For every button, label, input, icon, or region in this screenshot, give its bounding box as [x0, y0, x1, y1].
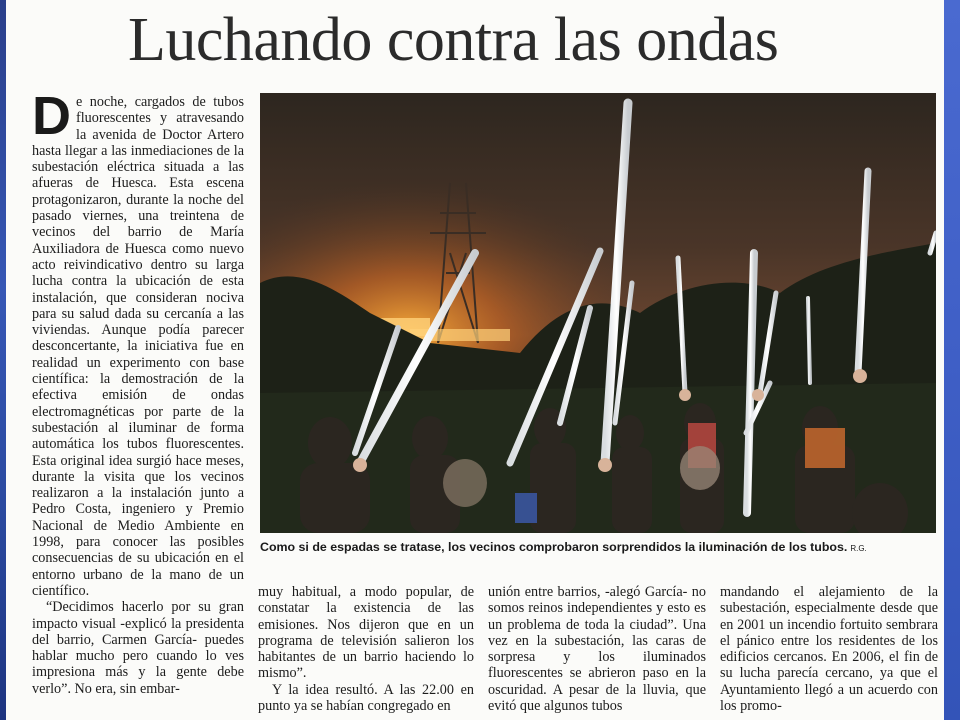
scan-edge-left [0, 0, 6, 720]
drop-cap: D [32, 94, 71, 146]
article-column-4 [720, 584, 938, 720]
scan-edge-right [944, 0, 960, 720]
article-photo [260, 93, 936, 533]
paragraph-1 [32, 94, 244, 599]
photo-caption [260, 538, 936, 556]
article-column-2 [258, 584, 474, 720]
col2-paragraph-2: Y la idea resultó. A las 22.00 en punto ya se habían congregado en [258, 681, 474, 715]
photo-credit: R.G. [850, 544, 867, 553]
col3-paragraph-1: unión entre barrios, -alegó García- no somos reinos independientes y esto es un problema de toda la ciudad”. Una vez en la subestación, las caras de sorpresa y los iluminados fluorescentes se abrieron paso en la oscuridad. A pesar de la lluvia, que evitó que algunos tubos [488, 584, 706, 715]
headline: Luchando contra las ondas [128, 6, 779, 74]
caption-text: Como si de espadas se tratase, los vecinos comprobaron sorprendidos la iluminación de los tubos. [260, 540, 848, 554]
article-column-3 [488, 584, 706, 720]
article-column-1 [32, 94, 244, 720]
paragraph-2: “Decidimos hacerlo por su gran impacto visual -explicó la presidenta del barrio, Carmen García- puedes hablar mucho pero cuando lo ves impresiona más y la gente debe verlo”. No era, sin embar- [32, 599, 244, 697]
col2-paragraph-1: muy habitual, a modo popular, de constatar la existencia de las emisiones. Nos dijeron que en un programa de televisión salieron los habitantes de un barrio haciendo lo mismo”. [258, 584, 474, 682]
paragraph-1-text: e noche, cargados de tubos fluorescentes y atravesando la avenida de Doctor Artero hasta llegar a las inmediaciones de la subestación eléctrica situada a las afueras de Huesca. Esta escena protagonizaron, durante la noche del pasado viernes, una treintena de vecinos del barrio de María Auxiliadora de Huesca como nuevo acto reivindicativo dentro su larga lucha contra la ubicación de esta instalación, que consideran nociva para su salud dada su cercanía a las viviendas. Aunque podía parecer desconcertante, la iniciativa fue en realidad un experimento con base científica: la demostración de la efectiva emisión de ondas electromagnéticas por parte de la subestación al iluminar de forma automática los tubos fluorescentes. Esta original idea surgió hace meses, durante la visita que los vecinos realizaron a la instalación junto a Pedro Costa, ingeniero y Premio Nacional de Medio Ambiente en 1998, para conocer las posibles consecuencias de su ubicación en el entorno urbano de la mano de un científico. [32, 94, 244, 599]
col4-paragraph-1: mandando el alejamiento de la subestación, especialmente desde que en 2001 un incendio fortuito sembrara el pánico entre los residentes de los edificios cercanos. En 2006, el fin de su lucha parecía cercano, ya que el Ayuntamiento llegó a un acuerdo con los promo- [720, 584, 938, 715]
